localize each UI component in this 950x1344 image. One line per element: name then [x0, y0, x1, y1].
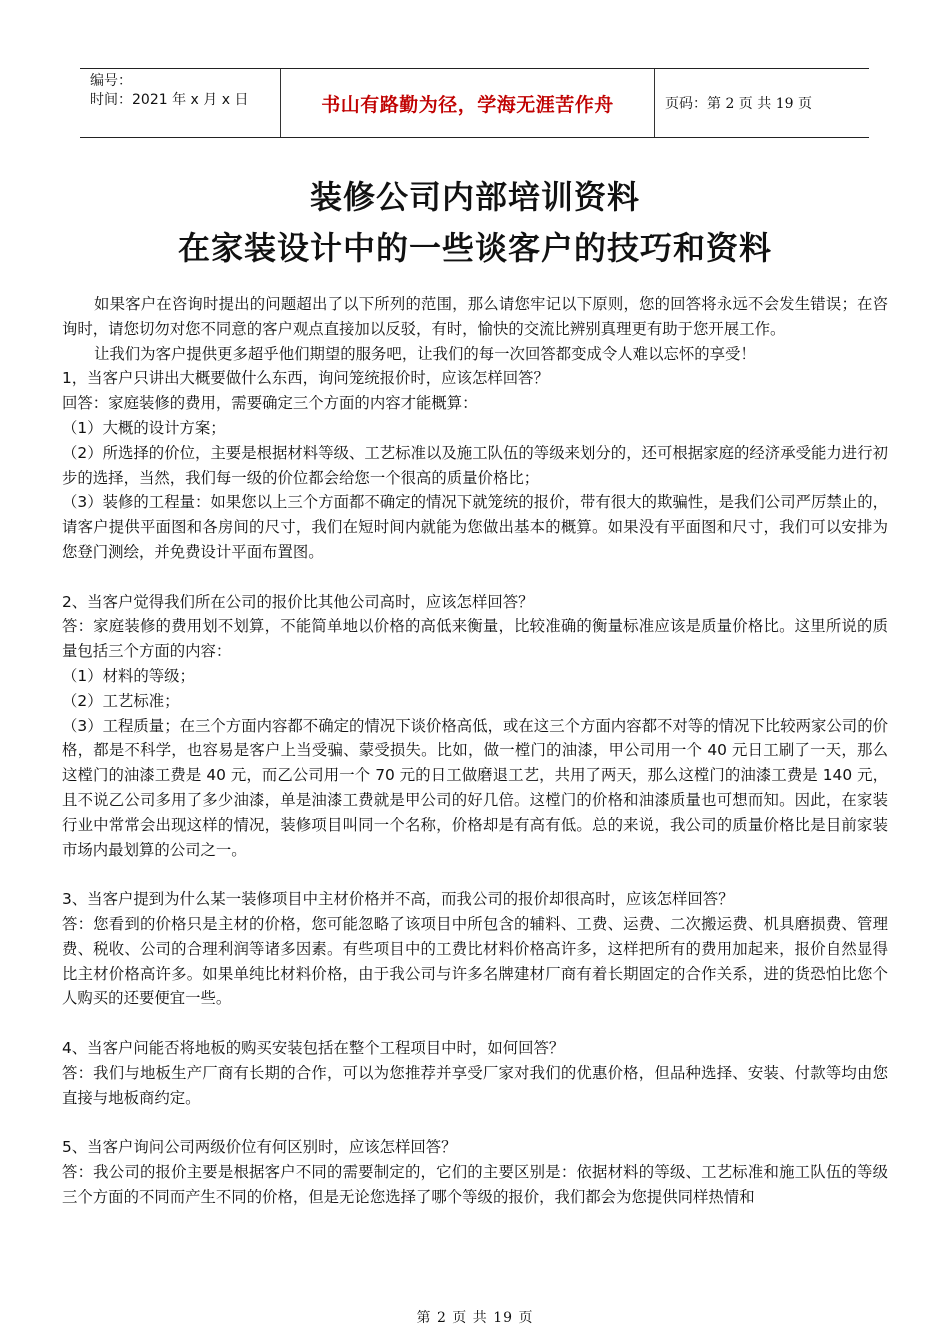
intro-paragraph: 让我们为客户提供更多超乎他们期望的服务吧，让我们的每一次回答都变成令人难以忘怀的享受！ [94, 344, 756, 363]
question-3: 3、当客户提到为什么某一装修项目中主材价格并不高，而我公司的报价却很高时，应该怎样回答？ [62, 890, 734, 909]
header-page-info: 页码：第 2 页 共 19 页 [665, 96, 812, 112]
page-header [80, 68, 869, 138]
time-label: 时间：2021 年 x 月 x 日 [90, 92, 249, 108]
answer-1-item: （3）装修的工程量：如果您以上三个方面都不确定的情况下就笼统的报价，带有很大的欺骗性，是我们公司严厉禁止的，请客户提供平面图和各房间的尺寸，我们在短时间内就能为您做出基本的概算。如果没有平面图和尺寸，我们可以安排为您登门测绘，并免费设计平面布置图。 [62, 493, 888, 561]
intro-paragraph: 如果客户在咨询时提出的问题超出了以下所列的范围，那么请您牢记以下原则，您的回答将永远不会发生错误；在咨询时，请您切勿对您不同意的客户观点直接加以反驳，有时，愉快的交流比辨别真理更有助于您开展工作。 [62, 295, 888, 338]
paragraph-gap [62, 1110, 888, 1135]
answer-1: 回答：家庭装修的费用，需要确定三个方面的内容才能概算： [62, 394, 478, 413]
answer-1-item: （1）大概的设计方案； [62, 418, 226, 437]
document-subtitle: 在家装设计中的一些谈客户的技巧和资料 [177, 229, 772, 267]
answer-2-item: （3）工程质量；在三个方面内容都不确定的情况下谈价格高低，或在这三个方面内容都不对等的情况下比较两家公司的价格，都是不科学，也容易是客户上当受骗、蒙受损失。比如，做一樘门的油漆，甲公司用一个 40 元日工刷了一天，那么这樘门的油漆工费是 40 元，而乙公司用一个 70 元的日工做磨退工艺，共用了两天，那么这樘门的油漆工费是 140 元，且不说乙公司多用了多少油漆，单是油漆工费就是甲公司的好几倍。这樘门的价格和油漆质量也可想而知。因此，在家装行业中常常会出现这样的情况，装修项目叫同一个名称，价格却是有高有低。总的来说，我公司的质量价格比是目前家装市场内最划算的公司之一。 [62, 716, 888, 859]
answer-3: 答：您看到的价格只是主材的价格，您可能忽略了该项目中所包含的辅料、工费、运费、二次搬运费、机具磨损费、管理费、税收、公司的合理利润等诸多因素。有些项目中的工费比材料价格高许多，这样把所有的费用加起来，报价自然显得比主材价格高许多。如果单纯比材料价格，由于我公司与许多名牌建材厂商有着长期固定的合作关系，进的货恐怕比您个人购买的还要便宜一些。 [62, 914, 888, 1008]
answer-4: 答：我们与地板生产厂商有长期的合作，可以为您推荐并享受厂家对我们的优惠价格，但品种选择、安装、付款等均由您直接与地板商约定。 [62, 1063, 888, 1107]
answer-5: 答：我公司的报价主要是根据客户不同的需要制定的，它们的主要区别是：依据材料的等级、工艺标准和施工队伍的等级三个方面的不同而产生不同的价格，但是无论您选择了哪个等级的报价，我们都会为您提供同样热情和 [62, 1162, 888, 1206]
answer-2-item: （1）材料的等级； [62, 666, 195, 685]
answer-2: 答：家庭装修的费用划不划算，不能简单地以价格的高低来衡量，比较准确的衡量标准应该是质量价格比。这里所说的质量包括三个方面的内容： [62, 617, 888, 661]
document-body [62, 292, 888, 1209]
paragraph-gap [62, 1011, 888, 1036]
question-2: 2、当客户觉得我们所在公司的报价比其他公司高时，应该怎样回答？ [62, 592, 534, 611]
page-footer: 第 2 页 共 19 页 [416, 1310, 534, 1326]
question-4: 4、当客户问能否将地板的购买安装包括在整个工程项目中时，如何回答？ [62, 1038, 565, 1057]
question-1: 1，当客户只讲出大概要做什么东西，询问笼统报价时，应该怎样回答？ [62, 369, 549, 388]
answer-2-item: （2）工艺标准； [62, 691, 180, 710]
header-meta [80, 69, 281, 137]
header-motto: 书山有路勤为径，学海无涯苦作舟 [281, 69, 655, 137]
answer-1-item: （2）所选择的价位，主要是根据材料等级、工艺标准以及施工队伍的等级来划分的，还可根据家庭的经济承受能力进行初步的选择，当然，我们每一级的价位都会给您一个很高的质量价格比； [62, 443, 888, 487]
number-label: 编号： [90, 73, 132, 89]
document-title: 装修公司内部培训资料 [309, 178, 640, 216]
paragraph-gap [62, 862, 888, 887]
question-5: 5、当客户询问公司两级价位有何区别时，应该怎样回答？ [62, 1138, 457, 1157]
paragraph-gap [62, 565, 888, 590]
